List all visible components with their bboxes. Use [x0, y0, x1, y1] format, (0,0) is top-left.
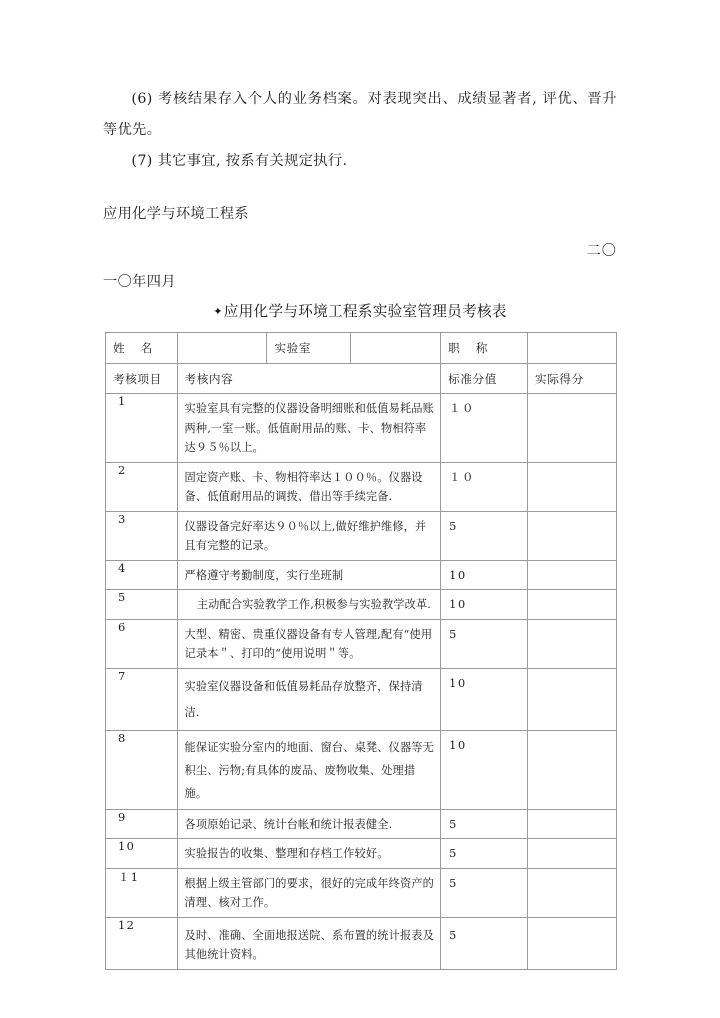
title-value-text: [528, 333, 616, 342]
row-number-text: 4: [118, 560, 127, 575]
date-line-first: 二〇: [586, 243, 617, 259]
row-number: [106, 809, 178, 839]
department-name: 应用化学与环境工程系: [103, 206, 249, 222]
row-content-text: 严格遵守考勤制度，实行坐班制: [184, 568, 344, 582]
table-row: [106, 809, 617, 839]
header-actual-score-text: 实际得分: [535, 371, 584, 386]
row-actual-score[interactable]: [528, 394, 617, 463]
row-content-text: 主动配合实验教学工作,积极参与实验教学改革.: [196, 598, 432, 611]
row-content: [177, 730, 441, 809]
row-actual-score[interactable]: [528, 462, 617, 511]
row-number-text: 10: [118, 839, 136, 853]
row-actual-score-text: [528, 561, 616, 570]
row-content-text: 固定资产账、卡、物相符率达１００％。仪器设备、低值耐用品的调拨、借出等手续完备.: [184, 470, 423, 503]
assessment-table-wrapper: [105, 332, 617, 970]
table-title: [103, 300, 617, 321]
cell-name-value[interactable]: [177, 333, 267, 364]
row-content-text: 能保证实验分室内的地面、窗台、桌凳、仪器等无积尘、污物;有具体的废品、废物收集、处理措施。: [184, 740, 434, 800]
row-standard-score: [441, 668, 528, 730]
row-standard-score-text: １０: [449, 470, 475, 484]
row-number: [106, 560, 178, 590]
row-number-text: 2: [118, 462, 127, 477]
row-content-text: 实验室具有完整的仪器设备明细账和低值易耗品账两种,一室一账。低值耐用品的账、卡、物相符率达９５％以上。: [184, 402, 434, 454]
name-label-text: 姓 名: [113, 341, 155, 355]
header-standard-score: [441, 363, 528, 394]
table-row: [106, 619, 617, 668]
row-content: [177, 511, 441, 560]
table-row: [106, 560, 617, 590]
row-actual-score[interactable]: [528, 668, 617, 730]
row-content-text: 及时、准确、全面地报送院、系布置的统计报表及其他统计资料。: [184, 928, 434, 961]
row-content-text: 实验报告的收集、整理和存档工作较好。: [184, 847, 389, 860]
row-standard-score: [441, 394, 528, 463]
row-standard-score: [441, 462, 528, 511]
row-number-text: 6: [118, 619, 127, 634]
assessment-table: [105, 332, 617, 970]
table-row: [106, 394, 617, 463]
row-number: [106, 462, 178, 511]
row-number: [106, 511, 178, 560]
row-number-text: 12: [118, 917, 136, 932]
row-standard-score: [441, 511, 528, 560]
row-content: [177, 839, 441, 869]
row-actual-score[interactable]: [528, 619, 617, 668]
row-actual-score[interactable]: [528, 560, 617, 590]
table-row: [106, 462, 617, 511]
row-content: [177, 394, 441, 463]
row-actual-score[interactable]: [528, 839, 617, 869]
cell-title-value[interactable]: [528, 333, 617, 364]
row-standard-score-text: 5: [449, 847, 458, 860]
title-label-text: 职 称: [448, 341, 490, 355]
table-row: [106, 839, 617, 869]
row-actual-score-text: [528, 463, 616, 472]
row-number-text: 7: [118, 668, 127, 683]
row-content-text: 各项原始记录、统计台帐和统计报表健全.: [184, 817, 393, 831]
row-actual-score-text: [528, 731, 616, 740]
table-row: [106, 868, 617, 917]
row-standard-score-text: 10: [449, 738, 467, 752]
row-standard-score-text: 5: [449, 519, 458, 533]
row-content: [177, 619, 441, 668]
row-standard-score: [441, 619, 528, 668]
row-actual-score-text: [528, 839, 616, 848]
row-actual-score-text: [528, 869, 616, 878]
row-number: [106, 590, 178, 620]
row-standard-score: [441, 917, 528, 969]
row-content: [177, 809, 441, 839]
row-actual-score[interactable]: [528, 590, 617, 620]
row-actual-score[interactable]: [528, 511, 617, 560]
row-actual-score-text: [528, 918, 616, 927]
row-content: [177, 917, 441, 969]
row-standard-score-text: 5: [449, 928, 458, 942]
row-content-text: 仪器设备完好率达９０％以上,做好维护维修，并且有完整的记录。: [184, 519, 427, 552]
paragraph-6: (6) 考核结果存入个人的业务档案。对表现突出、成绩显著者, 评优、晋升等优先。: [103, 91, 617, 138]
row-number-text: 8: [118, 730, 127, 745]
row-actual-score-text: [528, 394, 616, 403]
row-content: [177, 668, 441, 730]
date-line-second: 一〇年四月: [103, 274, 176, 290]
row-standard-score: [441, 868, 528, 917]
row-number: [106, 668, 178, 730]
lab-label-text: 实验室: [274, 341, 312, 355]
cell-title-label: [441, 333, 528, 364]
row-standard-score: [441, 730, 528, 809]
row-standard-score-text: 10: [449, 598, 467, 611]
row-number: [106, 917, 178, 969]
row-standard-score: [441, 590, 528, 620]
title-bullet-icon: ✦: [213, 305, 223, 318]
row-number: [106, 868, 178, 917]
header-content: [177, 363, 441, 394]
row-number: [106, 730, 178, 809]
table-row-info: [106, 333, 617, 364]
row-standard-score-text: 10: [449, 676, 467, 690]
table-row: [106, 590, 617, 620]
row-content-text: 大型、精密、贵重仪器设备有专人管理,配有“使用记录本＂、打印的“使用说明＂等。: [184, 627, 433, 660]
row-actual-score[interactable]: [528, 868, 617, 917]
table-row: [106, 668, 617, 730]
row-standard-score-text: 5: [449, 817, 458, 831]
row-number-text: １1: [118, 869, 140, 884]
row-number-text: 9: [118, 809, 127, 824]
row-content: [177, 590, 441, 620]
row-actual-score[interactable]: [528, 809, 617, 839]
table-row: [106, 917, 617, 969]
row-standard-score: [441, 560, 528, 590]
header-actual-score: [528, 363, 617, 394]
body-text-block: [103, 84, 617, 177]
row-content: [177, 560, 441, 590]
row-standard-score: [441, 809, 528, 839]
row-content: [177, 868, 441, 917]
row-standard-score-text: １０: [449, 402, 475, 415]
table-row: [106, 730, 617, 809]
table-row-column-headers: [106, 363, 617, 394]
cell-lab-value[interactable]: [351, 333, 441, 364]
table-title-text: 应用化学与环境工程系实验室管理员考核表: [223, 303, 507, 320]
cell-lab-label: [267, 333, 351, 364]
header-standard-score-text: 标准分值: [448, 371, 497, 386]
row-actual-score-text: [528, 620, 616, 629]
name-value-text: [178, 333, 267, 342]
row-actual-score-text: [528, 669, 616, 678]
table-row: [106, 511, 617, 560]
header-content-text: 考核内容: [184, 371, 234, 386]
row-standard-score-text: 5: [449, 627, 458, 641]
row-actual-score-text: [528, 512, 616, 521]
row-number: [106, 839, 178, 869]
row-number: [106, 394, 178, 463]
header-item: [106, 363, 178, 394]
row-standard-score-text: 5: [449, 876, 458, 890]
row-content: [177, 462, 441, 511]
cell-name-label: [106, 333, 178, 364]
row-actual-score-text: [528, 590, 616, 599]
row-content-text: 根据上级主管部门的要求，很好的完成年终资产的清理、核对工作。: [184, 876, 434, 909]
row-number-text: 5: [118, 590, 127, 604]
row-number-text: 3: [118, 511, 127, 526]
row-number: [106, 619, 178, 668]
row-actual-score[interactable]: [528, 730, 617, 809]
row-actual-score[interactable]: [528, 917, 617, 969]
paragraph-7: (7) 其它事宜, 按系有关规定执行.: [131, 153, 348, 169]
row-number-text: 1: [118, 394, 127, 408]
row-content-text: 实验室仪器设备和低值易耗品存放整齐，保持清洁.: [184, 679, 423, 719]
row-standard-score-text: 10: [449, 568, 467, 582]
row-actual-score-text: [528, 810, 616, 819]
lab-value-text: [351, 333, 440, 342]
header-item-text: 考核项目: [113, 371, 162, 386]
row-standard-score: [441, 839, 528, 869]
